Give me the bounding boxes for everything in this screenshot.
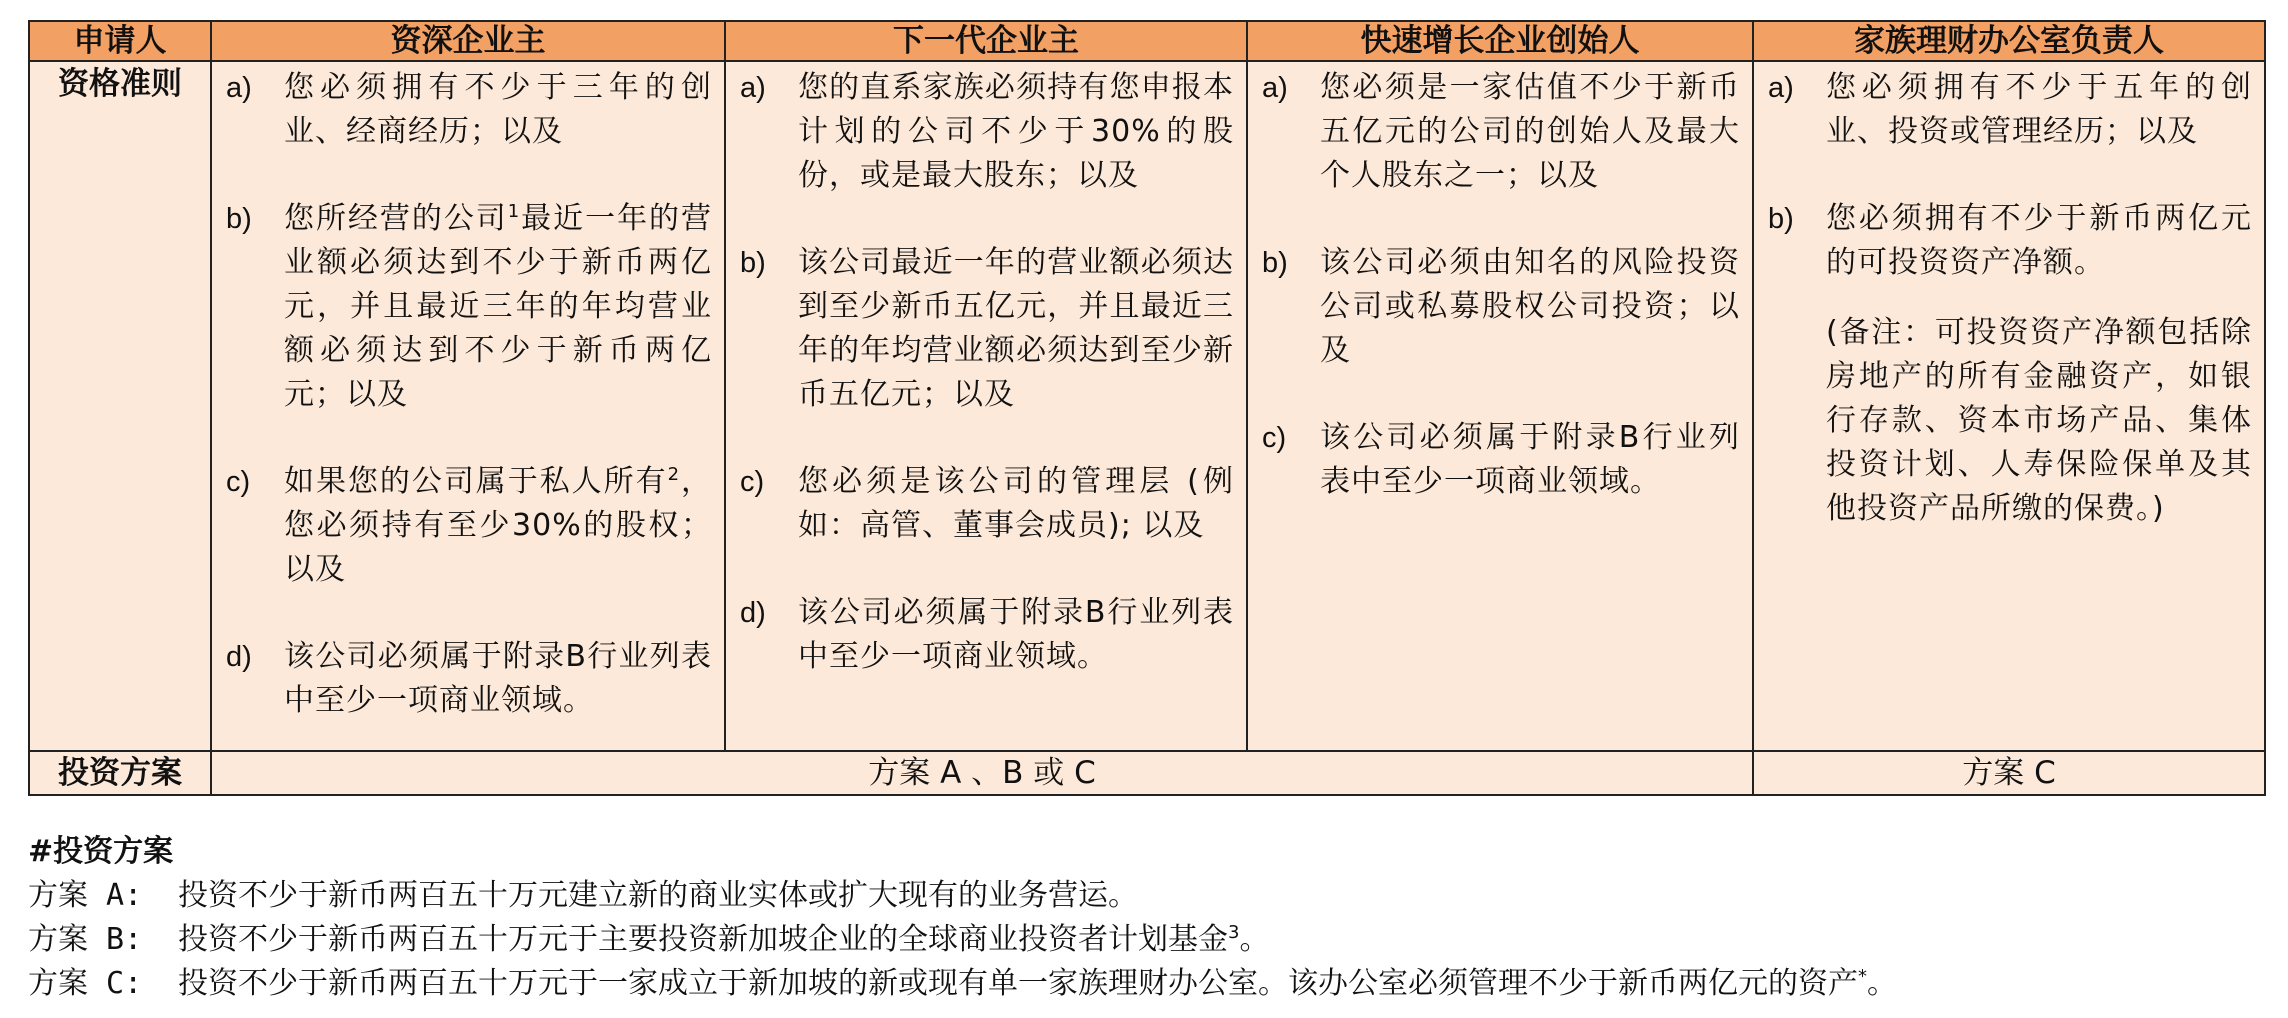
list-item: b) 该公司必须由知名的风险投资公司或私募股权公司投资；以及 <box>1262 245 1740 368</box>
footnote-ref: 2 <box>667 464 681 485</box>
plan-text: 投资不少于新币两百五十万元于一家成立于新加坡的新或现有单一家族理财办公室。该办公室必须管理不少于新币两亿元的资产*。 <box>178 966 1897 1001</box>
list-item: c) 您必须是该公司的管理层 (例如：高管、董事会成员); 以及 <box>740 464 1234 543</box>
plan-line <box>28 962 2264 1006</box>
list-item: a) 您必须拥有不少于三年的创业、经商经历；以及 <box>226 70 712 149</box>
plan-label: 方案 B: <box>28 922 143 957</box>
list-item: a) 您必须拥有不少于五年的创业、投资或管理经历；以及 <box>1768 70 2252 149</box>
list-item: c) 如果您的公司属于私人所有$^2$，您必须持有至少30%的股权；以及 <box>226 464 713 587</box>
criteria-fast-growth-founder <box>1247 61 1753 751</box>
list-item: a) 您的直系家族必须持有您申报本计划的公司不少于30%的股份，或是最大股东；以及 <box>740 70 1234 193</box>
criteria-senior-owner <box>211 61 725 751</box>
header-senior-owner: 资深企业主 <box>211 21 725 61</box>
plans-c: 方案 C <box>1753 751 2265 795</box>
header-fast-growth-founder: 快速增长企业创始人 <box>1247 21 1753 61</box>
plans-label: 投资方案 <box>29 751 211 795</box>
header-family-office-head: 家族理财办公室负责人 <box>1753 21 2265 61</box>
plan-label: 方案 A: <box>28 878 143 913</box>
eligibility-table <box>28 20 2266 796</box>
footnote-ref: * <box>1858 966 1867 987</box>
criteria-row <box>29 61 2265 751</box>
plans-heading: #投资方案 <box>28 834 174 869</box>
plan-line <box>28 874 2264 918</box>
footnote-ref: 1 <box>507 201 521 222</box>
table-header-row <box>29 21 2265 61</box>
criteria-next-gen-owner <box>725 61 1247 751</box>
list-item: b) 该公司最近一年的营业额必须达到至少新币五亿元，并且最近三年的年均营业额必须达到至少新币五亿元；以及 <box>740 245 1234 412</box>
list-item: c) 该公司必须属于附录B行业列表中至少一项商业领域。 <box>1262 420 1740 499</box>
criteria-label: 资格准则 <box>29 61 211 751</box>
plan-text: 投资不少于新币两百五十万元建立新的商业实体或扩大现有的业务营运。 <box>178 878 1138 913</box>
header-next-gen-owner: 下一代企业主 <box>725 21 1247 61</box>
plan-label: 方案 C: <box>28 966 143 1001</box>
investment-plans-notes <box>28 830 2264 1006</box>
header-applicant: 申请人 <box>29 21 211 61</box>
list-item: d) 该公司必须属于附录B行业列表中至少一项商业领域。 <box>226 639 712 718</box>
assets-note: (备注：可投资资产净额包括除房地产的所有金融资产，如银行存款、资本市场产品、集体投资计划、人寿保险保单及其他投资产品所缴的保费。) <box>1826 315 2252 526</box>
list-item: b) 您必须拥有不少于新币两亿元的可投资资产净额。 <box>1768 201 2252 280</box>
plans-abc: 方案 A 、B 或 C <box>211 751 1753 795</box>
list-item: b) 您所经营的公司$^1$最近一年的营业额必须达到不少于新币两亿元，并且最近三年的年均营业额必须达到不少于新币两亿元；以及 <box>226 201 713 412</box>
plan-text: 投资不少于新币两百五十万元于主要投资新加坡企业的全球商业投资者计划基金$^3$。 <box>178 922 1270 957</box>
plan-line <box>28 918 2264 962</box>
footnote-ref: 3 <box>1228 922 1240 943</box>
criteria-family-office-head <box>1753 61 2265 751</box>
plans-row <box>29 751 2265 795</box>
list-item: d) 该公司必须属于附录B行业列表中至少一项商业领域。 <box>740 595 1234 674</box>
list-item: a) 您必须是一家估值不少于新币五亿元的公司的创始人及最大个人股东之一；以及 <box>1262 70 1740 193</box>
